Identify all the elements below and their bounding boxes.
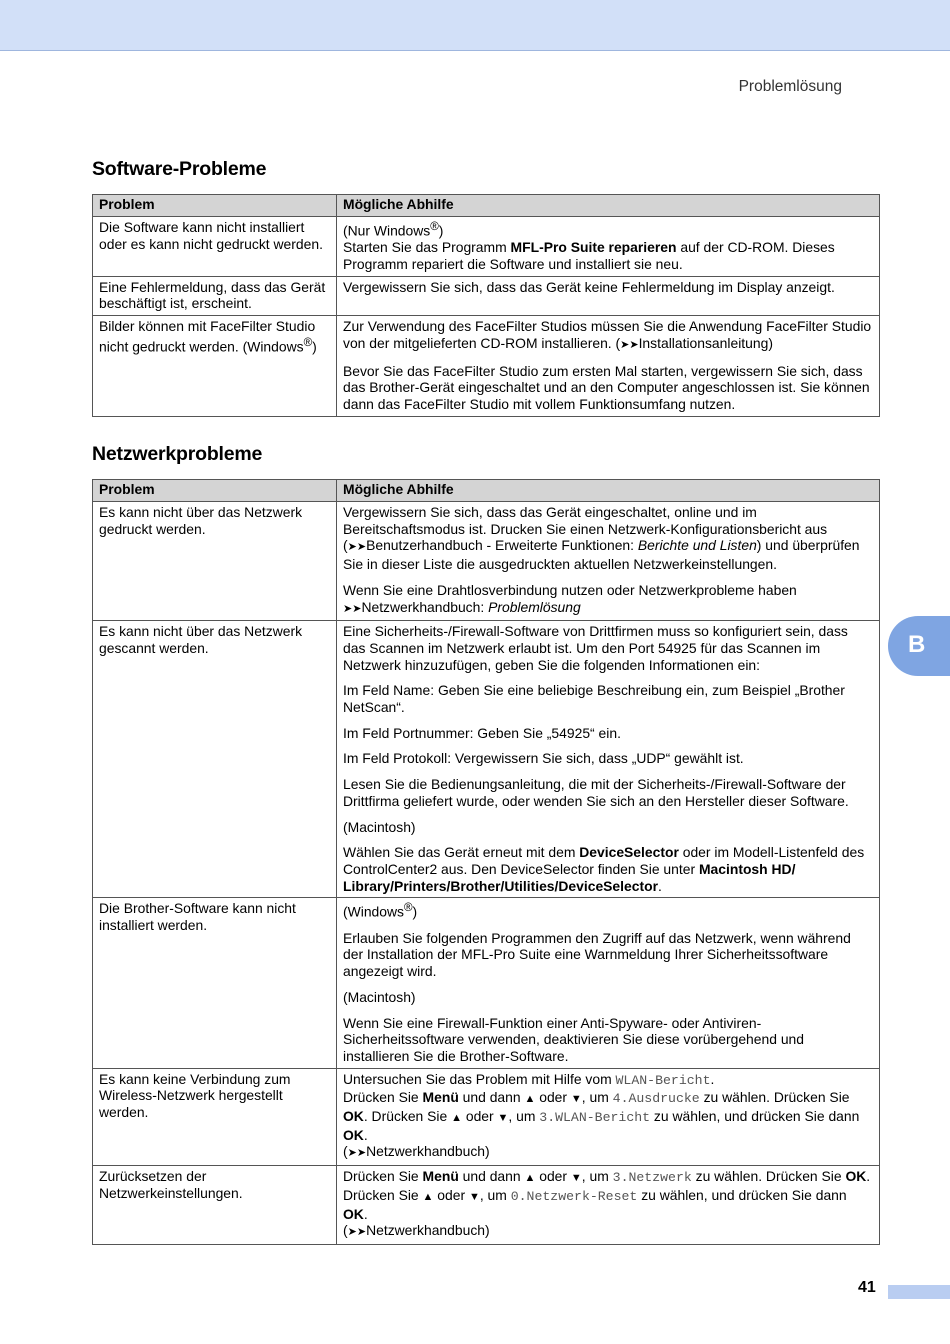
text: Installationsanleitung): [638, 334, 773, 351]
problem-cell: Zurücksetzen der Netzwerkeinstellungen.: [93, 1166, 337, 1245]
problem-cell: Die Software kann nicht installiert oder es kann nicht gedruckt werden.: [93, 217, 337, 277]
reference-title: Problemlösung: [488, 598, 581, 615]
down-arrow-icon: ▼: [570, 1093, 582, 1106]
text: oder im Modell-Listenfeld des ControlCenter2 aus. Den DeviceSelector finden Sie unter: [343, 844, 865, 877]
table-row: [93, 1166, 880, 1245]
footer-color-bar: [888, 1285, 950, 1299]
chapter-letter: B: [908, 631, 926, 658]
column-header-problem: Problem: [93, 480, 337, 502]
paragraph: Im Feld Portnummer: Geben Sie „54925“ ein.: [343, 724, 621, 741]
paragraph: Erlauben Sie folgenden Programmen den Zugriff auf das Netzwerk, wenn während der Installation der MFL-Pro Suite eine Warnmeldung Ihrer Sicherheitssoftware angezeigt wird.: [343, 929, 851, 980]
up-arrow-icon: ▲: [524, 1172, 536, 1185]
remedy-cell: [337, 316, 880, 417]
key-name: OK: [343, 1205, 364, 1222]
paragraph: [343, 900, 873, 920]
text: Netzwerkhandbuch:: [361, 598, 489, 615]
table-row: [93, 276, 880, 315]
double-arrow-icon: ➤➤: [347, 1226, 367, 1239]
paragraph: [343, 318, 873, 353]
text: Netzwerkhandbuch): [366, 1222, 490, 1239]
column-header-problem: Problem: [93, 195, 337, 217]
down-arrow-icon: ▼: [468, 1190, 480, 1203]
up-arrow-icon: ▲: [422, 1190, 434, 1203]
remedy-cell: [337, 621, 880, 898]
text: Starten Sie das Programm: [343, 239, 511, 256]
program-name: MFL-Pro Suite reparieren: [510, 239, 677, 256]
down-arrow-icon: ▼: [497, 1112, 509, 1125]
remedy-cell: [337, 1068, 880, 1166]
problem-cell: [93, 316, 337, 417]
path-segment: Brother: [450, 877, 501, 894]
text: ): [312, 338, 317, 355]
up-arrow-icon: ▲: [524, 1093, 536, 1106]
table-header-row: [93, 480, 880, 502]
problem-cell: Es kann keine Verbindung zum Wireless-Netzwerk hergestellt werden.: [93, 1068, 337, 1166]
path-separator: /: [446, 877, 451, 894]
path-separator: /: [500, 877, 505, 894]
text: Drücken Sie: [343, 1168, 423, 1185]
paragraph: [343, 504, 873, 573]
table-row: [93, 621, 880, 898]
column-header-remedy: Mögliche Abhilfe: [337, 480, 880, 502]
remedy-cell: [337, 502, 880, 621]
text: ) und überprüfen Sie in dieser Liste die ausgedruckten aktuellen Netzwerkeinstellungen.: [343, 537, 860, 573]
remedy-cell: [337, 1166, 880, 1245]
path-separator: /: [791, 860, 796, 877]
text: Untersuchen Sie das Problem mit Hilfe vom: [343, 1070, 616, 1087]
page-header-title: Problemlösung: [738, 78, 842, 95]
down-arrow-icon: ▼: [570, 1172, 582, 1185]
text: .: [657, 877, 662, 894]
network-problems-table: [92, 479, 880, 1245]
lcd-text: 3.WLAN-Bericht: [539, 1110, 651, 1126]
section-heading-network: Netzwerkprobleme: [92, 443, 263, 465]
text: Benutzerhandbuch - Erweiterte Funktionen:: [366, 537, 638, 554]
text: zu wählen. Drücken Sie: [699, 1089, 850, 1106]
path-segment: Printers: [393, 877, 447, 894]
registered-mark: ®: [403, 902, 413, 915]
remedy-cell: Vergewissern Sie sich, dass das Gerät keine Fehlermeldung im Display anzeigt.: [337, 276, 880, 315]
table-header-row: [93, 195, 880, 217]
text: .: [363, 1126, 368, 1143]
paragraph: [343, 844, 873, 894]
text: Wählen Sie das Gerät erneut mit dem: [343, 844, 580, 861]
text: Netzwerkhandbuch): [366, 1143, 490, 1160]
text: zu wählen, und drücken Sie dann: [650, 1108, 860, 1125]
key-name: OK: [845, 1168, 867, 1185]
top-color-bar: [0, 0, 950, 51]
lcd-text: 0.Netzwerk-Reset: [510, 1188, 638, 1204]
text: oder: [461, 1108, 498, 1125]
paragraph: (Macintosh): [343, 818, 416, 835]
paragraph: (Macintosh): [343, 988, 416, 1005]
paragraph: [343, 582, 873, 617]
table-row: [93, 316, 880, 417]
text: und dann: [458, 1089, 525, 1106]
text: Vergewissern Sie sich, dass das Gerät eingeschaltet, online und im Bereitschaftsmodus ist. Drucken Sie einen Netzwerk-Konfigurationsbericht aus (: [343, 504, 828, 554]
double-arrow-icon: ➤➤: [620, 338, 639, 351]
app-name: DeviceSelector: [579, 844, 679, 861]
text: auf der CD-ROM. Dieses Programm repariert die Software und installiert sie neu.: [343, 239, 835, 273]
lcd-text: WLAN-Bericht: [615, 1072, 711, 1088]
text: zu wählen, und drücken Sie dann: [637, 1186, 847, 1203]
paragraph: Eine Sicherheits-/Firewall-Software von Drittfirmen muss so konfiguriert sein, dass das Scannen im Netzwerk erlaubt ist. Um den Port 54925 für das Scannen im Netzwerk hinzuzufügen, geben Sie die folgenden Informationen ein:: [343, 623, 848, 673]
remedy-cell: [337, 898, 880, 1068]
text: und dann: [458, 1168, 525, 1185]
section-heading-software: Software-Probleme: [92, 158, 267, 180]
problem-cell: Es kann nicht über das Netzwerk gescannt werden.: [93, 621, 337, 898]
table-row: [93, 1068, 880, 1166]
text: oder: [535, 1168, 571, 1185]
path-segment: Macintosh HD: [698, 860, 792, 877]
remedy-cell: [337, 217, 880, 277]
problem-cell: Eine Fehlermeldung, dass das Gerät beschäftigt ist, erscheint.: [93, 276, 337, 315]
column-header-remedy: Mögliche Abhilfe: [337, 195, 880, 217]
paragraph: Lesen Sie die Bedienungsanleitung, die mit der Sicherheits-/Firewall-Software der Drittfirma geliefert wurde, oder wenden Sie sich an den Hersteller dieser Software.: [343, 776, 849, 809]
text: , um: [479, 1186, 511, 1203]
text: , um: [508, 1108, 540, 1125]
path-segment: Library: [343, 877, 391, 894]
double-arrow-icon: ➤➤: [347, 541, 367, 554]
key-name: OK: [343, 1108, 364, 1125]
text: . Drücken Sie: [363, 1108, 452, 1125]
key-name: OK: [343, 1126, 364, 1143]
text: (: [343, 1222, 348, 1239]
key-name: Menü: [422, 1089, 459, 1106]
problem-cell: Es kann nicht über das Netzwerk gedruckt werden.: [93, 502, 337, 621]
text: Zur Verwendung des FaceFilter Studios müssen Sie die Anwendung FaceFilter Studio von der mitgelieferten CD-ROM installieren. (: [343, 318, 872, 351]
paragraph: Bevor Sie das FaceFilter Studio zum ersten Mal starten, vergewissern Sie sich, dass das Brother-Gerät eingeschaltet und an den Computer angeschlossen ist. Sie können dann das FaceFilter Studio mit vollem Funktionsumfang nutzen.: [343, 362, 870, 412]
text: Drücken Sie: [343, 1089, 423, 1106]
paragraph: Im Feld Name: Geben Sie eine beliebige Beschreibung ein, zum Beispiel „Brother NetScan“.: [343, 682, 845, 716]
text: .: [710, 1070, 715, 1087]
page-number: 41: [858, 1279, 876, 1296]
text: , um: [581, 1168, 613, 1185]
path-separator: /: [554, 877, 559, 894]
chapter-side-tab: [888, 616, 950, 676]
double-arrow-icon: ➤➤: [347, 1147, 367, 1160]
path-segment: Utilities: [504, 877, 555, 894]
text: (: [343, 1143, 348, 1160]
lcd-text: 4.Ausdrucke: [612, 1091, 700, 1107]
path-segment: DeviceSelector: [558, 877, 658, 894]
up-arrow-icon: ▲: [451, 1112, 462, 1125]
double-arrow-icon: ➤➤: [343, 602, 362, 615]
registered-mark: ®: [430, 221, 439, 233]
paragraph: Wenn Sie eine Firewall-Funktion einer Anti-Spyware- oder Antiviren-Sicherheitssoftware verwenden, deaktivieren Sie diese vorübergehend und installieren Sie die Brother-Software.: [343, 1014, 804, 1064]
text: oder: [535, 1089, 571, 1106]
text: ): [438, 222, 444, 239]
key-name: Menü: [422, 1168, 459, 1185]
reference-title: Berichte und Listen: [637, 537, 757, 554]
table-row: [93, 217, 880, 277]
text: zu wählen. Drücken Sie: [691, 1168, 846, 1185]
text: (Windows: [343, 903, 404, 920]
lcd-text: 3.Netzwerk: [612, 1170, 692, 1186]
path-separator: /: [390, 877, 394, 894]
table-row: [93, 502, 880, 621]
problem-cell: Die Brother-Software kann nicht installiert werden.: [93, 898, 337, 1068]
text: . Drücken Sie: [343, 1168, 871, 1203]
paragraph: Im Feld Protokoll: Vergewissern Sie sich, dass „UDP“ gewählt ist.: [343, 750, 744, 767]
text: Wenn Sie eine Drahtlosverbindung nutzen oder Netzwerkprobleme haben: [343, 581, 797, 598]
text: Bilder können mit FaceFilter Studio nicht gedruckt werden. (Windows: [99, 318, 316, 355]
table-row: [93, 898, 880, 1068]
registered-mark: ®: [303, 336, 313, 349]
text: , um: [581, 1089, 613, 1106]
text: oder: [433, 1186, 469, 1203]
text: .: [363, 1205, 368, 1222]
text: ): [412, 903, 418, 920]
software-problems-table: [92, 194, 880, 417]
text: (Nur Windows: [343, 222, 431, 239]
